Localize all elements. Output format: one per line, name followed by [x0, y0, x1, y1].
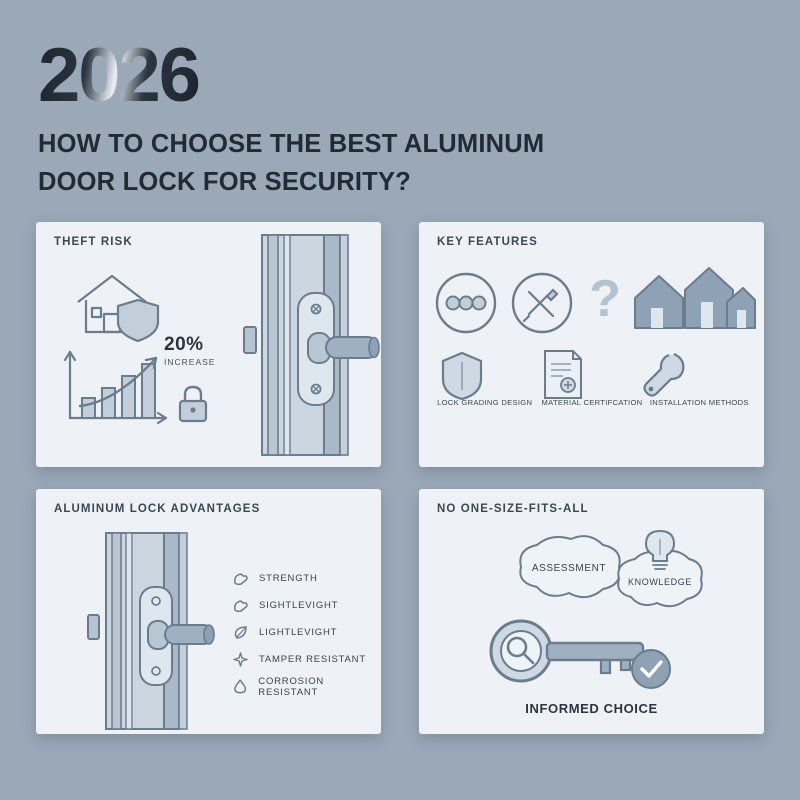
stat-block — [164, 334, 215, 367]
svg-text:?: ? — [589, 270, 621, 328]
door-lock-handle-icon — [222, 231, 381, 459]
card-title: THEFT RISK — [54, 236, 133, 248]
list-item — [232, 619, 381, 646]
card-title: ALUMINUM LOCK ADVANTAGES — [54, 503, 261, 515]
card-body — [36, 222, 381, 467]
houses-icon — [631, 258, 757, 334]
caption-installation-methods: INSTALLATION METHODS — [649, 398, 749, 407]
caption-material-certification: MATERIAL CERTIFCATION — [541, 398, 643, 407]
card-body — [36, 489, 381, 734]
bubble-label-assessment: ASSESSMENT — [531, 563, 607, 574]
list-item-label: SIGHTLEVIGHT — [259, 600, 339, 611]
icon-captions — [431, 398, 753, 407]
card-aluminum-lock-advantages[interactable] — [36, 489, 381, 734]
card-body — [419, 489, 764, 734]
three-pins-icon — [433, 270, 499, 336]
list-item — [232, 673, 381, 700]
card-key-features[interactable] — [419, 222, 764, 467]
list-item-label: LIGHTLEVIGHT — [259, 627, 338, 638]
page-title-line1: HOW TO CHOOSE THE BEST ALUMINUM — [38, 130, 545, 159]
page-title-line2: DOOR LOCK FOR SECURITY? — [38, 167, 411, 196]
wrench-icon — [641, 350, 691, 402]
list-item-label: CORROSION RESISTANT — [258, 675, 325, 698]
muscle-icon — [232, 597, 249, 614]
card-title: KEY FEATURES — [437, 236, 538, 248]
stat-value: 20% — [164, 334, 204, 355]
card-title: NO ONE-SIZE-FITS-ALL — [437, 503, 589, 515]
caption-lock-grading: LOCK GRADING DESIGN — [437, 398, 533, 407]
padlock-icon — [176, 384, 210, 424]
list-item-label: TAMPER RESISTANT — [259, 654, 366, 665]
card-no-one-size-fits-all[interactable] — [419, 489, 764, 734]
list-item — [232, 565, 381, 592]
leaf-icon — [232, 624, 249, 641]
list-item — [232, 646, 381, 673]
check-circle-icon — [632, 650, 670, 688]
muscle-icon — [232, 570, 249, 587]
tamper-icon — [232, 651, 249, 668]
no-screwdriver-icon — [509, 270, 575, 336]
question-mark-icon — [585, 270, 625, 330]
shield-icon — [439, 350, 485, 402]
knowledge-bubble-icon — [607, 525, 717, 621]
bubble-label-knowledge: KNOWLEDGE — [628, 577, 692, 587]
advantage-list — [232, 565, 381, 700]
informed-choice-label: INFORMED CHOICE — [525, 701, 658, 716]
year-title: 2026 — [38, 33, 200, 118]
house-shield-icon — [66, 264, 176, 344]
magnifier-key-icon — [481, 613, 701, 693]
stat-label: INCREASE — [164, 357, 216, 367]
list-item — [232, 592, 381, 619]
door-lock-handle-icon — [68, 531, 218, 731]
card-grid — [36, 222, 764, 734]
certificate-icon — [537, 348, 587, 402]
list-item-label: STRENGTH — [259, 573, 318, 584]
droplet-icon — [232, 678, 248, 695]
bar-chart-growth-icon — [58, 344, 173, 434]
card-theft-risk[interactable] — [36, 222, 381, 467]
card-body — [419, 222, 764, 467]
